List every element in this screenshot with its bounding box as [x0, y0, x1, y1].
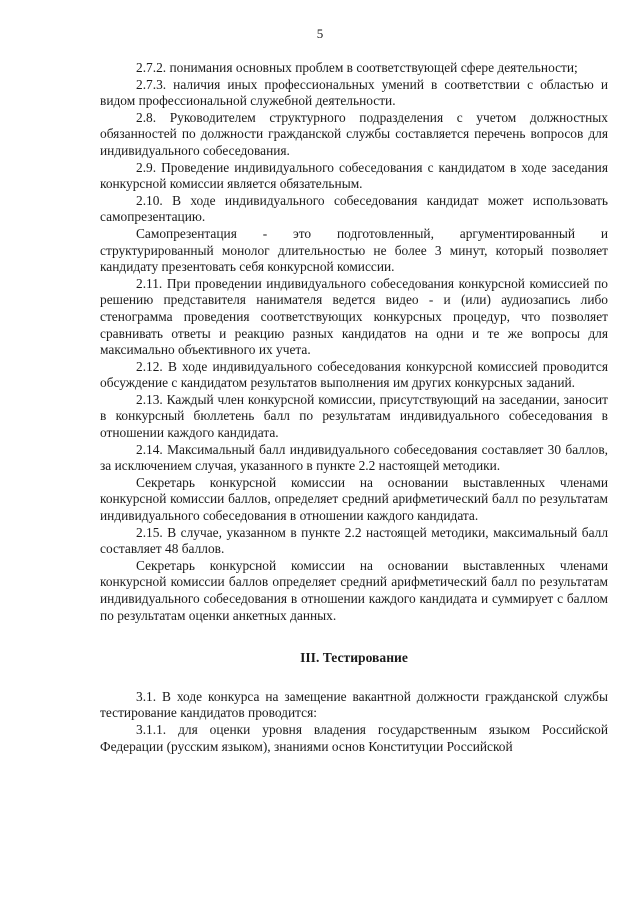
paragraph-3-1-1: 3.1.1. для оценки уровня владения государственным языком Российской Федерации (русским языком), знаниями основ Конституции Российской — [100, 721, 608, 754]
paragraph-secretary-1: Секретарь конкурсной комиссии на основании выставленных членами конкурсной комиссии баллов, определяет средний арифметический балл по результатам индивидуального собеседования в отношении каждого кандидата. — [100, 474, 608, 524]
paragraph-3-1: 3.1. В ходе конкурса на замещение вакантной должности гражданской службы тестирование кандидатов проводится: — [100, 688, 608, 721]
paragraph-2-15: 2.15. В случае, указанном в пункте 2.2 настоящей методики, максимальный балл составляет 48 баллов. — [100, 524, 608, 557]
paragraph-secretary-2: Секретарь конкурсной комиссии на основании выставленных членами конкурсной комиссии баллов определяет средний арифметический балл по результатам индивидуального собеседования в отношении каждого кандидата и суммирует с баллом по результатам оценки анкетных данных. — [100, 557, 608, 623]
paragraph-2-13: 2.13. Каждый член конкурсной комиссии, присутствующий на заседании, заносит в конкурсный бюллетень балл по результатам индивидуального собеседования в отношении каждого кандидата. — [100, 391, 608, 441]
paragraph-2-7-3: 2.7.3. наличия иных профессиональных умений в соответствии с областью и видом профессиональной служебной деятельности. — [100, 76, 608, 109]
page-number: 5 — [316, 26, 324, 41]
section-heading: III. Тестирование — [300, 650, 408, 666]
paragraph-2-11: 2.11. При проведении индивидуального собеседования конкурсной комиссией по решению представителя нанимателя ведется видео - и (или) аудиозапись либо стенограмма проведения соответствующих конкурсных процедур, что позволяет сравнивать ответы и реакцию разных кандидатов на одни и те же вопросы для максимально объективного их учета. — [100, 275, 608, 358]
paragraph-2-10: 2.10. В ходе индивидуального собеседования кандидат может использовать самопрезентацию. — [100, 192, 608, 225]
paragraph-2-9: 2.9. Проведение индивидуального собеседования с кандидатом в ходе заседания конкурсной комиссии является обязательным. — [100, 159, 608, 192]
document-body — [100, 60, 608, 755]
paragraph-2-7-2: 2.7.2. понимания основных проблем в соответствующей сфере деятельности; — [136, 60, 578, 75]
paragraph-2-14: 2.14. Максимальный балл индивидуального собеседования составляет 30 баллов, за исключением случая, указанного в пункте 2.2 настоящей методики. — [100, 441, 608, 474]
paragraph-self-presentation: Самопрезентация - это подготовленный, аргументированный и структурированный монолог длительностью не более 3 минут, который позволяет кандидату презентовать себя конкурсной комиссии. — [100, 225, 608, 275]
paragraph-2-8: 2.8. Руководителем структурного подразделения с учетом должностных обязанностей по должности гражданской службы составляется перечень вопросов для индивидуального собеседования. — [100, 109, 608, 158]
paragraph-2-12: 2.12. В ходе индивидуального собеседования конкурсной комиссией проводится обсуждение с кандидатом результатов выполнения им других конкурсных заданий. — [100, 358, 608, 391]
